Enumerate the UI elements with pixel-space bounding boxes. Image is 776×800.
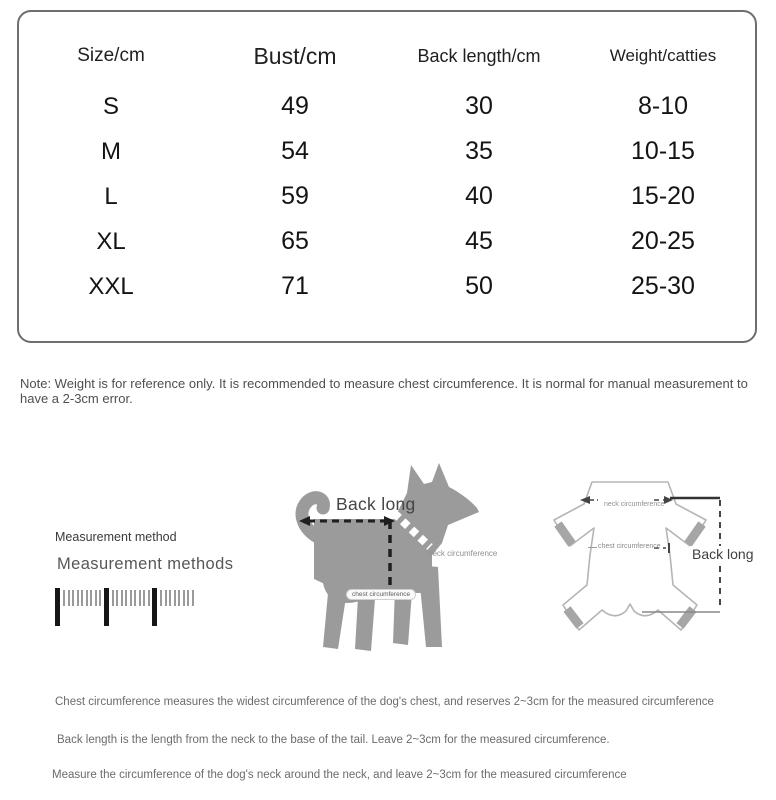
ruler-tick-small (99, 590, 101, 606)
dog-back-long-label: Back long (336, 494, 416, 514)
table-row (19, 219, 755, 264)
ruler-tick-tall (55, 588, 60, 626)
table-row (19, 174, 755, 219)
cell-size: XL (96, 227, 126, 255)
dog-neck-circumference-label: neck circumference (428, 549, 498, 558)
cell-weight: 8-10 (637, 92, 689, 120)
ruler-tick-small (68, 590, 70, 606)
cell-size: S (102, 92, 119, 120)
footnote-chest: Chest circumference measures the widest circumference of the dog's chest, and reserves 2~3cm for the measured circumference (55, 696, 714, 708)
dog-front-leg (418, 565, 442, 647)
size-table-header-row (19, 28, 755, 84)
cell-weight: 25-30 (631, 272, 695, 300)
header-back-length: Back length/cm (417, 45, 541, 66)
garment-chest-circumference-label: chest circumference (598, 543, 661, 550)
ruler-tick-small (183, 590, 185, 606)
ruler-tick-small (63, 590, 65, 606)
cell-bust: 59 (281, 182, 309, 210)
dog-silhouette-diagram (280, 455, 520, 675)
cell-back-length: 30 (465, 92, 493, 120)
ruler-tick-small (81, 590, 83, 606)
measurement-method-title-large: Measurement methods (57, 555, 234, 573)
dog-front-leg (393, 561, 414, 645)
ruler-tick-small (169, 590, 171, 606)
ruler-tick-small (148, 590, 150, 606)
cell-size: L (104, 182, 118, 210)
ruler-tick-small (121, 590, 123, 606)
header-size: Size/cm (77, 45, 145, 66)
ruler-tick-small (139, 590, 141, 606)
cell-weight: 10-15 (631, 137, 695, 165)
header-bust: Bust/cm (253, 42, 337, 69)
cell-back-length: 40 (465, 182, 493, 210)
cell-size: XXL (88, 272, 134, 300)
ruler-tick-small (125, 590, 127, 606)
cell-size: M (101, 137, 121, 165)
cell-back-length: 35 (465, 137, 493, 165)
ruler-tick-tall (152, 588, 157, 626)
ruler-tick-small (116, 590, 118, 606)
measurement-method-title-small: Measurement method (55, 530, 177, 544)
footnote-back-length: Back length is the length from the neck to the base of the tail. Leave 2~3cm for the measured circumference. (57, 734, 610, 746)
table-row (19, 264, 755, 309)
ruler-tick-small (143, 590, 145, 606)
ruler-tick-tall (104, 588, 109, 626)
ruler-tick-small (90, 590, 92, 606)
cell-back-length: 45 (465, 227, 493, 255)
cell-weight: 20-25 (631, 227, 695, 255)
ruler-tick-small (178, 590, 180, 606)
chest-leader-dash (588, 547, 597, 548)
cell-bust: 49 (281, 92, 309, 120)
dog-hind-leg (355, 597, 375, 651)
ruler-tick-small (192, 590, 194, 606)
cell-weight: 15-20 (631, 182, 695, 210)
cell-back-length: 50 (465, 272, 493, 300)
garment-neck-circumference-label: neck circumference (604, 501, 665, 508)
table-row (19, 84, 755, 129)
header-weight: Weight/catties (609, 46, 717, 65)
cell-bust: 65 (281, 227, 309, 255)
ruler-tick-small (95, 590, 97, 606)
size-table (17, 10, 757, 343)
weight-reference-note: Note: Weight is for reference only. It is recommended to measure chest circumference. It is normal for manual measurement to have a 2-3cm error. (20, 376, 748, 406)
ruler-tick-small (134, 590, 136, 606)
ruler-tick-small (86, 590, 88, 606)
dog-hind-leg (323, 593, 346, 649)
dog-chest-circumference-label: chest circumference (346, 589, 416, 600)
ruler-tick-small (112, 590, 114, 606)
ruler-tick-small (72, 590, 74, 606)
ruler-tick-small (160, 590, 162, 606)
ruler-tick-small (187, 590, 189, 606)
table-row (19, 129, 755, 174)
ruler-tick-small (174, 590, 176, 606)
cell-bust: 54 (281, 137, 309, 165)
ruler-tick-small (130, 590, 132, 606)
ruler-tick-small (165, 590, 167, 606)
footnote-neck: Measure the circumference of the dog's neck around the neck, and leave 2~3cm for the measured circumference (52, 769, 627, 781)
ruler-tick-small (77, 590, 79, 606)
garment-back-long-label: Back long (692, 546, 754, 562)
cell-bust: 71 (281, 272, 309, 300)
ruler-graphic (55, 588, 196, 630)
